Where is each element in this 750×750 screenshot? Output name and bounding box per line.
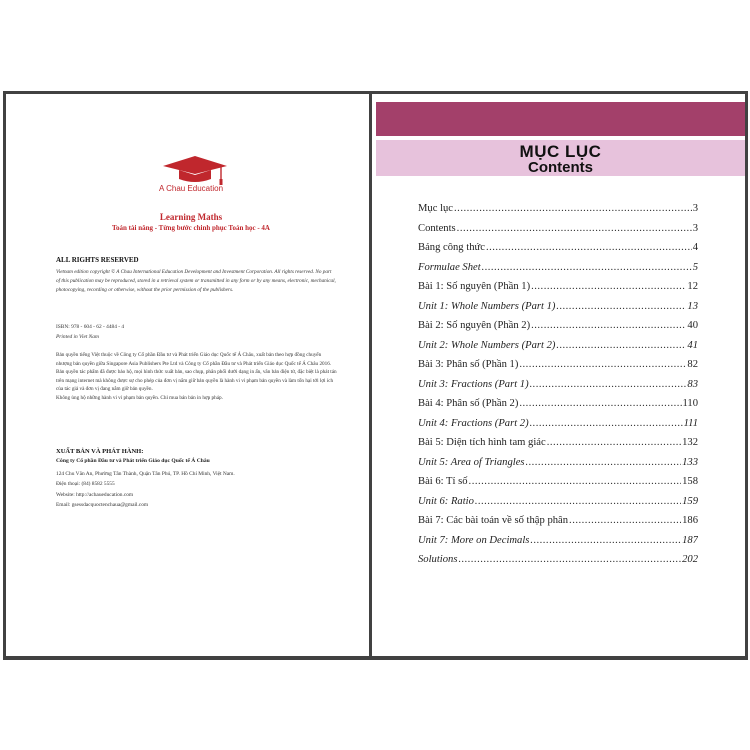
toc-entry-title: Unit 4: Fractions (Part 2) <box>418 417 529 429</box>
toc-entry <box>418 476 698 496</box>
toc-dot-leader <box>531 281 686 292</box>
publisher-email: Email: gsessdacquoctenchaua@gmail.com <box>56 502 149 509</box>
publisher-website: Website: http://achaueducation.com <box>56 491 134 498</box>
toc-entry-page: 40 <box>687 320 698 331</box>
toc-entry-page: 133 <box>682 456 698 468</box>
toc-dot-leader <box>469 476 682 487</box>
toc-entry-page: 82 <box>687 359 698 370</box>
toc-dot-leader <box>482 262 692 273</box>
toc-dot-leader <box>556 340 686 351</box>
toc-entry-page: 158 <box>682 476 698 487</box>
toc-entry-title: Unit 6: Ratio <box>418 495 474 507</box>
toc-entry-title: Contents <box>418 222 456 234</box>
toc-entry-page: 5 <box>692 261 698 273</box>
toc-entry <box>418 554 698 574</box>
toc-entry-title: Bài 3: Phân số (Phần 1) <box>418 359 519 370</box>
toc-entry-page: 12 <box>687 281 698 292</box>
toc-entry-title: Formulae Shet <box>418 261 481 273</box>
isbn: ISBN: 978 - 604 - 62 - 4484 - 4 <box>56 324 125 330</box>
toc-entry-page: 111 <box>683 417 698 429</box>
toc-dot-leader <box>475 496 681 507</box>
toc-dot-leader <box>526 457 682 468</box>
toc-entry-title: Unit 5: Area of Triangles <box>418 456 525 468</box>
copyright-paragraph: Bản quyền tác phẩm đã được bảo hộ, mọi hình thức xuất bản, sao chụp, phân phối dưới dạng in ấn, văn bản điện tử, đặc biệt là phát tán trên mạng internet mà không được sự cho phép của đơn vị nắm giữ bản quyền là hành vi vi phạm bản quyền và làm tổn hại tới lợi ích của tác giả và đơn vị đang nắm giữ bản quyền. <box>56 369 337 392</box>
toc-entry <box>418 203 698 223</box>
contents-heading-band <box>376 140 745 176</box>
toc-entry-title: Bài 1: Số nguyên (Phần 1) <box>418 281 531 292</box>
copyright-paragraph: Không ủng hộ những hành vi vi phạm bản quyền. Chỉ mua bán bản in hợp pháp. <box>56 394 223 401</box>
heading-vietnamese: MỤC LỤC <box>519 142 602 161</box>
toc-entry <box>418 418 698 438</box>
toc-entry-title: Unit 7: More on Decimals <box>418 534 530 546</box>
toc-entry-page: 13 <box>687 300 698 312</box>
toc-entry <box>418 242 698 262</box>
publisher-heading: XUẤT BẢN VÀ PHÁT HÀNH: <box>56 448 144 455</box>
toc-entry <box>418 281 698 301</box>
toc-entry-page: 132 <box>682 437 698 448</box>
rights-heading: ALL RIGHTS RESERVED <box>56 256 139 264</box>
book-spread <box>3 91 748 660</box>
toc-entry-title: Bài 5: Diện tích hình tam giác <box>418 437 546 448</box>
toc-entry-title: Mục lục <box>418 203 454 214</box>
toc-dot-leader <box>556 301 686 312</box>
header-bar <box>376 102 745 136</box>
book-subtitle: Toán tài năng - Từng bước chinh phục Toán học - 4A <box>112 224 270 232</box>
toc-entry-title: Solutions <box>418 554 458 565</box>
graduation-cap-icon <box>159 154 231 186</box>
toc-dot-leader <box>530 535 681 546</box>
toc-entry-page: 4 <box>692 242 698 253</box>
toc-entry <box>418 535 698 555</box>
toc-entry-title: Bài 4: Phân số (Phần 2) <box>418 398 519 409</box>
toc-entry-page: 3 <box>692 203 698 214</box>
toc-entry <box>418 359 698 379</box>
toc-entry <box>418 398 698 418</box>
toc-dot-leader <box>569 515 681 526</box>
book-title: Learning Maths <box>159 212 223 222</box>
toc-entry-page: 202 <box>682 554 698 565</box>
toc-entry-title: Unit 3: Fractions (Part 1) <box>418 378 529 390</box>
heading-english: Contents <box>528 159 593 176</box>
rights-text: Vietnam edition copyright © A Chau International Education Development and Investment Corporation. All rights reserved. No part of this publication may be reproduced, stored in a retrieval system or transmitted in any form or by any means, electronic, mechanical, photocopying, recording or otherwise, without the prior permission of the publishers. <box>56 269 336 293</box>
toc-entry-page: 187 <box>682 534 698 546</box>
toc-entry <box>418 262 698 282</box>
toc-entry-page: 186 <box>682 515 698 526</box>
toc-entry <box>418 340 698 360</box>
toc-entry <box>418 223 698 243</box>
toc-dot-leader <box>530 418 683 429</box>
publisher-address: 124 Chu Văn An, Phường Tân Thành, Quận Tân Phú, TP. Hồ Chí Minh, Việt Nam. <box>56 471 235 477</box>
toc-entry <box>418 379 698 399</box>
toc-entry-title: Bài 7: Các bài toán về số thập phân <box>418 515 569 526</box>
right-page <box>372 94 745 656</box>
toc-entry <box>418 496 698 516</box>
toc-dot-leader <box>531 320 686 331</box>
toc-dot-leader <box>454 203 692 214</box>
toc-dot-leader <box>486 242 692 253</box>
toc-entry-title: Bài 2: Số nguyên (Phần 2) <box>418 320 531 331</box>
toc-entry-title: Bảng công thức <box>418 242 485 253</box>
copyright-paragraph: Bản quyền tiếng Việt thuộc về Công ty Cổ phần Đầu tư và Phát triển Giáo dục Quốc tế Á Châu, xuất bản theo hợp đồng chuyển nhượng bản quyền giữa Singapore Asia Publishers Pte Ltd và Công ty Cổ phần Đầu tư và Phát triển Giáo dục Quốc tế Á Châu 2016. <box>56 352 332 367</box>
toc-entry-page: 159 <box>682 495 698 507</box>
toc-entry-page: 83 <box>687 378 698 390</box>
logo-text: A Chau Education <box>158 184 224 193</box>
toc-entry-page: 41 <box>687 339 698 351</box>
toc-dot-leader <box>457 223 692 234</box>
toc-entry-title: Bài 6: Tỉ số <box>418 476 468 487</box>
publisher-phone: Điện thoại: (84) 8582 5555 <box>56 481 115 488</box>
table-of-contents <box>418 203 698 574</box>
toc-dot-leader <box>458 554 681 565</box>
publisher-company: Công ty Cổ phần Đầu tư và Phát triển Giáo dục Quốc tế Á Châu <box>56 458 210 464</box>
toc-dot-leader <box>519 398 681 409</box>
toc-entry <box>418 437 698 457</box>
toc-entry-page: 3 <box>692 222 698 234</box>
toc-dot-leader <box>547 437 681 448</box>
toc-entry <box>418 320 698 340</box>
toc-dot-leader <box>530 379 687 390</box>
copyright-vietnamese <box>56 351 338 402</box>
toc-entry-title: Unit 2: Whole Numbers (Part 2) <box>418 339 556 351</box>
toc-entry-title: Unit 1: Whole Numbers (Part 1) <box>418 300 556 312</box>
publisher-details <box>56 469 316 511</box>
toc-entry-page: 110 <box>682 398 698 409</box>
printed-in: Printed in Viet Nam <box>56 334 99 340</box>
toc-entry <box>418 301 698 321</box>
toc-dot-leader <box>519 359 686 370</box>
left-page <box>6 94 369 656</box>
toc-entry <box>418 457 698 477</box>
toc-entry <box>418 515 698 535</box>
